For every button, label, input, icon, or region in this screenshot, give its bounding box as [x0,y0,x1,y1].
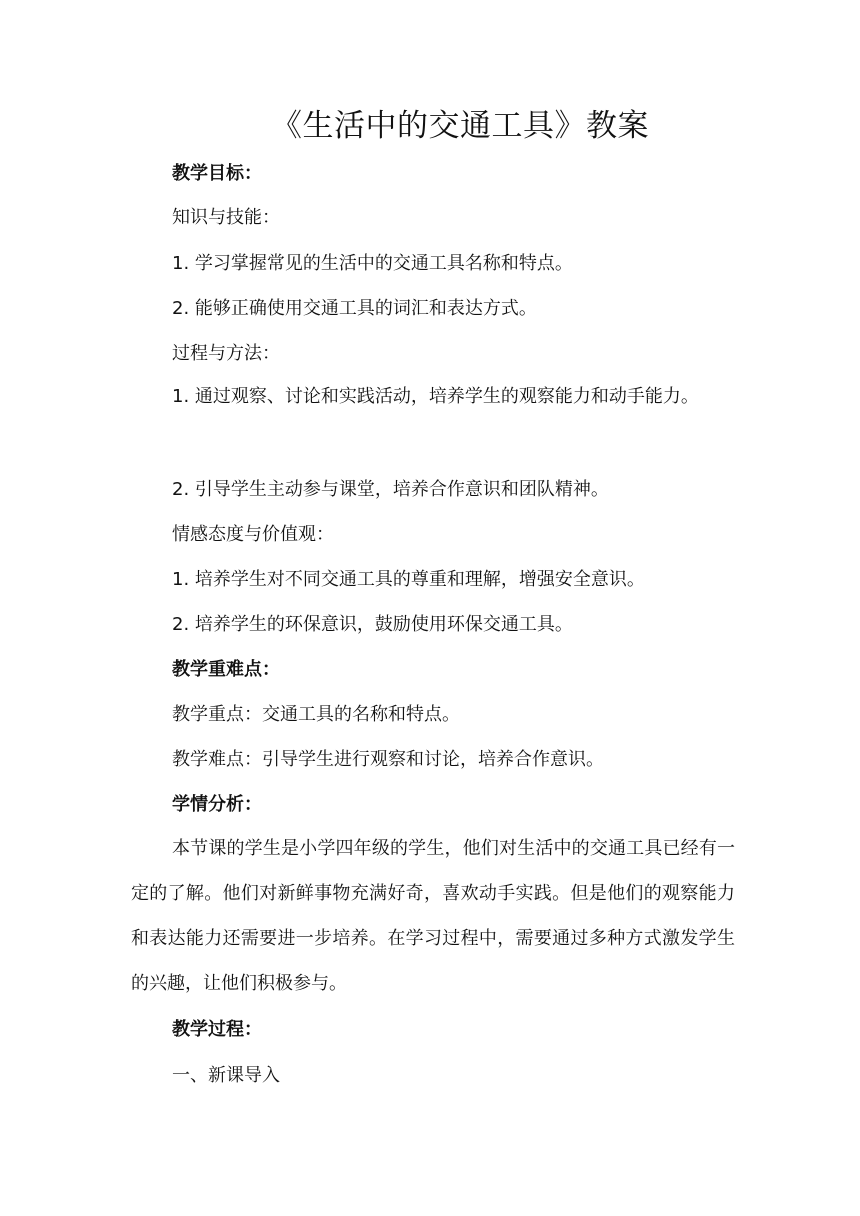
document-title: 《生活中的交通工具》教案 [271,108,649,144]
knowledge-item-1: 1. 学习掌握常见的生活中的交通工具名称和特点。 [172,253,573,274]
process-item-2: 2. 引导学生主动参与课堂，培养合作意识和团队精神。 [172,479,609,500]
step-1-heading: 一、新课导入 [172,1065,280,1086]
key-point: 教学重点：交通工具的名称和特点。 [172,704,460,725]
keypoints-heading: 教学重难点： [172,659,280,680]
knowledge-item-2: 2. 能够正确使用交通工具的词汇和表达方式。 [172,298,537,319]
analysis-heading: 学情分析： [172,794,262,815]
analysis-paragraph: 本节课的学生是小学四年级的学生，他们对生活中的交通工具已经有一定的了解。他们对新鲜事物充满好奇，喜欢动手实践。但是他们的观察能力和表达能力还需要进一步培养。在学习过程中，需要通过多种方式激发学生的兴趣，让他们积极参与。 [131,838,735,994]
emotion-item-2: 2. 培养学生的环保意识，鼓励使用环保交通工具。 [172,614,573,635]
difficult-point: 教学难点：引导学生进行观察和讨论，培养合作意识。 [172,749,604,770]
knowledge-label: 知识与技能： [172,207,280,228]
process-item-1: 1. 通过观察、讨论和实践活动，培养学生的观察能力和动手能力。 [172,386,699,407]
emotion-item-1: 1. 培养学生对不同交通工具的尊重和理解，增强安全意识。 [172,569,645,590]
teaching-process-heading: 教学过程： [172,1019,262,1040]
emotion-label: 情感态度与价值观： [172,524,334,545]
objectives-heading: 教学目标： [172,163,262,184]
process-label: 过程与方法： [172,343,280,364]
